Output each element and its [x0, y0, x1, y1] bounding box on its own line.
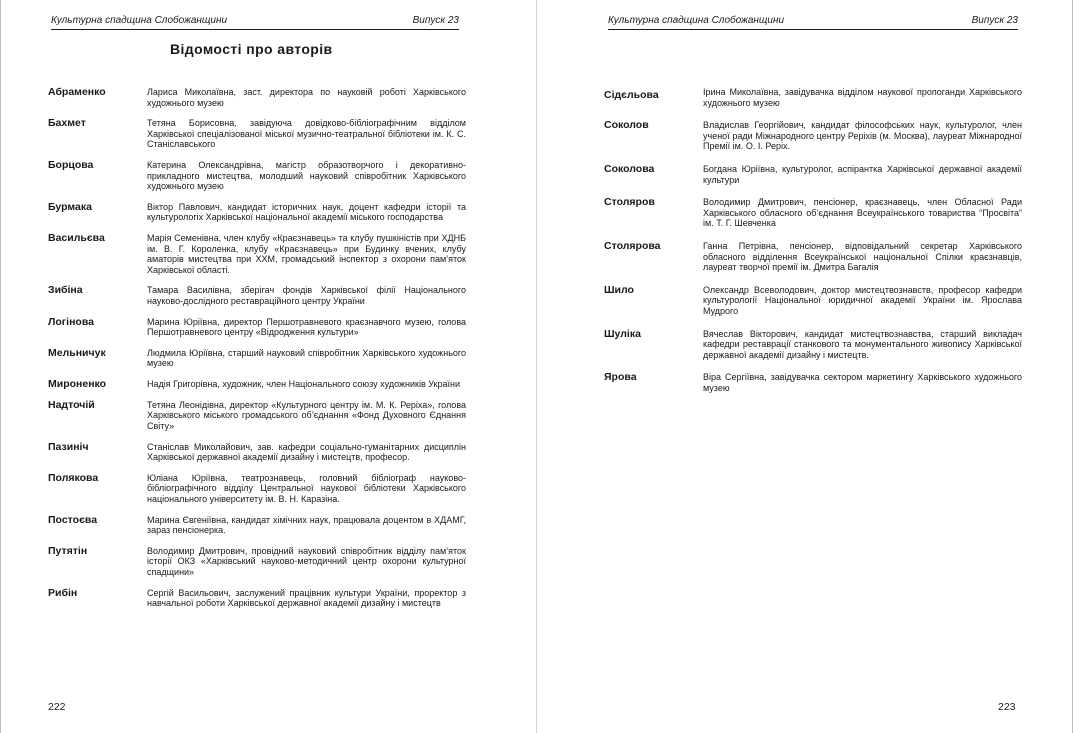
- author-surname: Шило: [604, 283, 634, 296]
- author-list-right: [604, 87, 1022, 405]
- author-entry: [48, 317, 466, 338]
- author-surname: Шуліка: [604, 327, 641, 340]
- author-bio: Станіслав Миколайович, зав. кафедри соціально-гуманітарних дисциплін Харківської державної академії дизайну і мистецтв, професор.: [147, 441, 466, 463]
- author-bio: Ганна Петрівна, пенсіонер, відповідальний секретар Харківського обласного відділення Всеукраїнської національної Спілки краєзнавців, лауреат творчої премії ім. Дмитра Багалія: [703, 240, 1022, 273]
- author-entry: [604, 164, 1022, 185]
- author-surname: Бахмет: [48, 117, 86, 130]
- author-surname: Соколов: [604, 119, 649, 132]
- author-bio: Віра Сергіївна, завідувачка сектором маркетингу Харківського художнього музею: [703, 372, 1022, 393]
- author-entry: [604, 329, 1022, 361]
- right-page: [537, 0, 1073, 733]
- author-entry: [48, 160, 466, 192]
- author-entry: [48, 515, 466, 536]
- author-surname: Зибіна: [48, 284, 83, 297]
- author-entry: [48, 285, 466, 306]
- author-surname: Столярова: [604, 239, 661, 252]
- author-surname: Борцова: [48, 158, 94, 171]
- author-entry: [604, 372, 1022, 393]
- author-surname: Рибін: [48, 586, 78, 599]
- page-number: 222: [48, 701, 66, 713]
- author-bio: Володимир Дмитрович, пенсіонер, краєзнавець, член Обласної Ради Харківського обласного об’єднання Всеукраїнського товариства “Просвіта” ім. Т. Г. Шевченка: [703, 197, 1022, 229]
- author-entry: [604, 197, 1022, 229]
- author-bio: Владислав Георгійович, кандидат філософських наук, культуролог, член ученої ради Міжнародного центру Реріхів (м. Москва), лауреат Міжнародної Премії ім. О. І. Реріх.: [703, 120, 1022, 152]
- author-entry: [48, 400, 466, 432]
- author-surname: Ярова: [604, 371, 637, 384]
- author-surname: Абраменко: [48, 86, 106, 98]
- author-entry: [48, 87, 466, 108]
- author-surname: Бурмака: [48, 200, 92, 213]
- author-entry: [604, 120, 1022, 152]
- author-entry: [604, 87, 1022, 108]
- author-bio: Марина Юріївна, директор Першотравневого краєзнавчого музею, голова Першотравневого центру «Відродження культури»: [147, 316, 466, 338]
- author-surname: Сідєльова: [604, 89, 659, 101]
- author-surname: Надточій: [48, 398, 95, 411]
- author-bio: Богдана Юріївна, культуролог, аспірантка Харківської державної академії культури: [703, 163, 1022, 185]
- issue-number: Випуск 23: [412, 15, 459, 26]
- author-entry: [48, 379, 466, 390]
- author-bio: Вячеслав Вікторович, кандидат мистецтвознавства, старший викладач кафедри реставрації станкового та монументального живопису Харківської державної академії дизайну і мистецтв.: [703, 328, 1022, 360]
- author-bio: Юліана Юріївна, театрознавець, головний бібліограф науково-бібліографічного відділу Центральної наукової бібліотеки Харківського національного університету ім. В. Н. Каразіна.: [147, 472, 466, 505]
- author-surname: Путятін: [48, 544, 88, 557]
- author-entry: [48, 546, 466, 578]
- author-bio: Марина Євгеніївна, кандидат хімічних наук, працювала доцентом в ХДАМГ, зараз пенсіонерка.: [147, 514, 466, 536]
- running-header-right: [608, 15, 1018, 30]
- author-surname: Полякова: [48, 471, 99, 484]
- author-surname: Васильєва: [48, 231, 105, 244]
- author-entry: [48, 473, 466, 505]
- author-bio: Ірина Миколаївна, завідувачка відділом наукової пропоганди Харківського художнього музею: [703, 87, 1022, 108]
- author-bio: Сергій Васильович, заслужений працівник культури України, проректор з навчальної роботи Харківської державної академії дизайну і мистецтв: [147, 587, 466, 609]
- author-bio: Надія Григорівна, художник, член Національного союзу художників України: [147, 378, 460, 389]
- author-bio: Тетяна Леонідівна, директор «Культурного центру ім. М. К. Реріха», голова Харківського міського громадського об’єднання «Фонд Духовного Єднання Світу»: [147, 399, 466, 432]
- author-surname: Соколова: [604, 162, 655, 175]
- author-entry: [48, 233, 466, 275]
- author-list-left: [48, 87, 466, 619]
- author-bio: Марія Семенівна, член клубу «Краєзнавець» та клубу пушкіністів при ХДНБ ім. В. Г. Короленка, клубу «Краєзнавець» при Будинку вчених, клубу аматорів мистецтва при ХХМ, громадський інспектор з охорони пам’яток Харківської області.: [147, 232, 466, 275]
- author-entry: [48, 348, 466, 369]
- author-bio: Людмила Юріївна, старший науковий співробітник Харківського художнього музею: [147, 347, 466, 369]
- author-entry: [604, 285, 1022, 317]
- author-surname: Мироненко: [48, 377, 107, 390]
- author-entry: [48, 118, 466, 150]
- left-page: [0, 0, 536, 733]
- author-bio: Тетяна Борисовна, завідуюча довідково-бібліографічним відділом Харківської спеціалізованої міської музично-театральної бібліотеки ім. К. С. Станіславського: [147, 118, 466, 150]
- author-bio: Тамара Василівна, зберігач фондів Харківської філії Національного науково-дослідного реставраційного центру України: [147, 285, 466, 306]
- issue-number: Випуск 23: [971, 15, 1018, 26]
- author-surname: Пазиніч: [48, 440, 89, 453]
- journal-title: Культурна спадщина Слобожанщини: [51, 15, 228, 26]
- author-entry: [48, 442, 466, 463]
- author-surname: Постоєва: [48, 513, 98, 526]
- author-bio: Лариса Миколаївна, заст. директора по науковій роботі Харківського художнього музею: [147, 87, 466, 108]
- author-surname: Мельничук: [48, 346, 106, 359]
- page-number: 223: [998, 701, 1016, 713]
- author-surname: Логінова: [48, 315, 94, 328]
- author-entry: [48, 588, 466, 609]
- journal-title: Культурна спадщина Слобожанщини: [608, 15, 785, 26]
- running-header-left: [51, 15, 459, 30]
- author-bio: Олександр Всеволодович, доктор мистецтвознавств, професор кафедри культурології Національної юридичної академії України ім. Ярослава Мудрого: [703, 284, 1022, 316]
- author-surname: Столяров: [604, 196, 655, 209]
- author-entry: [48, 202, 466, 223]
- author-bio: Віктор Павлович, кандидат історичних наук, доцент кафедри історії та культурологіх Харківської національної академії міського господарства: [147, 201, 466, 223]
- author-bio: Володимир Дмитрович, провідний науковий співробітник відділу пам’яток історії ОКЗ «Харківський науково-методичний центр охорони культурної спадщини»: [147, 545, 466, 577]
- author-bio: Катерина Олександрівна, магістр образотворчого і декоративно-прикладного мистецтва, молодший науковий співробітник Харківського художнього музею: [147, 159, 466, 192]
- section-title: Відомості про авторів: [170, 41, 333, 57]
- author-entry: [604, 241, 1022, 273]
